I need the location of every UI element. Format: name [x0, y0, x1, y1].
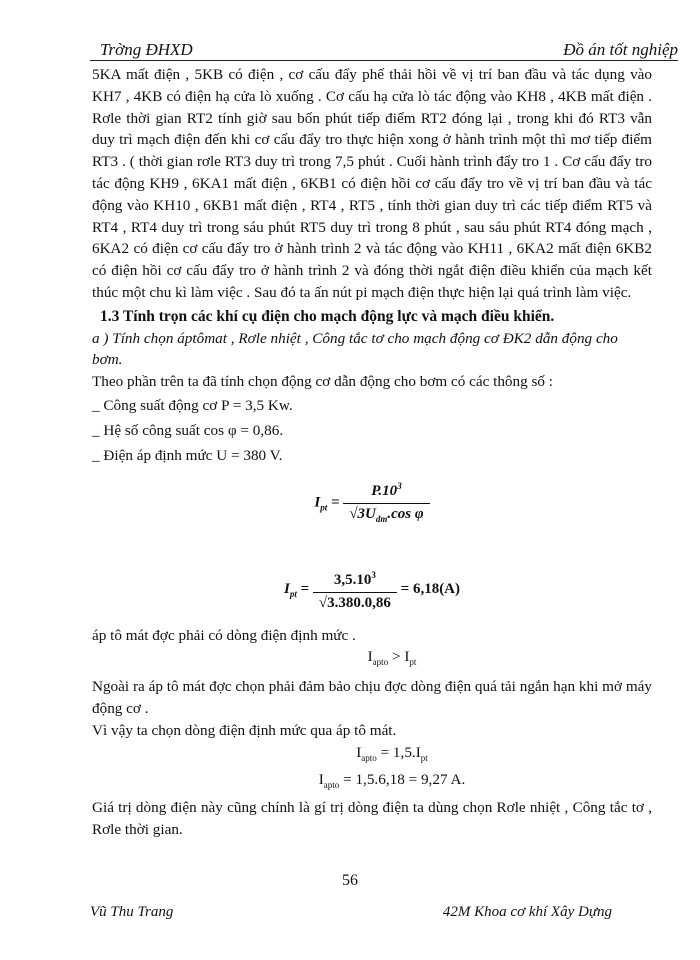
formula1-fraction — [343, 476, 429, 531]
formula2-fraction — [313, 565, 397, 615]
eq1-rest: = 1,5.I — [376, 743, 421, 761]
page-body — [92, 64, 652, 841]
overload-paragraph: Ngoài ra áp tô mát đợc chọn phải đảm bảo chịu đợc dòng điện quá tải ngắn hạn khi mở máy động cơ . — [92, 678, 652, 717]
footer-left: Vũ Thu Trang — [90, 904, 174, 920]
page-number: 56 — [342, 872, 358, 889]
formula2-num-sup: 3 — [371, 569, 376, 580]
equation-apto-1 — [132, 742, 652, 770]
choose-paragraph: Vì vậy ta chọn dòng điện định mức qua áp tô mát. — [92, 721, 397, 739]
formula2-numerator: 3,5.10 — [333, 571, 372, 588]
footer-right: 42M Khoa cơ khí Xây Dựng — [442, 904, 612, 920]
formula2-result: = 6,18(A) — [400, 581, 461, 598]
eq1-a: I — [356, 743, 362, 761]
ineq-op: > — [388, 648, 405, 666]
param-power-factor: _ Hệ số công suất cos φ = 0,86. — [92, 421, 284, 439]
formula1-lhs-sub: pt — [320, 503, 328, 514]
eq2-a-sub: apto — [323, 780, 340, 791]
header-right: Đồ án tốt nghiệp — [563, 40, 678, 59]
page-header — [90, 38, 678, 61]
formula1-den-sub: dm — [375, 514, 388, 525]
header-left: Trờng ĐHXD — [100, 40, 193, 59]
ineq-a: I — [367, 648, 373, 666]
section-heading: 1.3 Tính trọn các khí cụ điện cho mạch động lực và mạch điều khiển. — [100, 307, 555, 325]
formula1-numerator: P.10 — [371, 483, 398, 500]
eq1-a-sub: apto — [361, 752, 377, 763]
apto-line: áp tô mát đợc phải có dòng điện định mức . — [92, 626, 356, 644]
param-power: _ Công suất động cơ P = 3,5 Kw. — [92, 396, 293, 414]
ineq-a-sub: apto — [372, 657, 389, 668]
formula-current: $I_{pt}$ = $\frac{P.10^3}{√3U_{dm}.\cos \varphi}$ — [92, 476, 652, 531]
eq1-rest-sub: pt — [420, 752, 428, 763]
eq2-rest: = 1,5.6,18 = 9,27 A. — [339, 771, 466, 789]
paragraph-control-sequence: 5KA mất điện , 5KB có điện , cơ cấu đẩy phế thải hồi về vị trí ban đầu và tác dụng vào KH7 , 4KB có điện hạ cửa lò xuống . Cơ cấu hạ cửa lò tác động vào KH8 , 4KB mất điện . Rơle thời gian RT2 tính giờ sau bốn phút tiếp điểm RT2 đóng lại , trong khi đó RT3 vẫn duy trì mạch điện đến khi cơ cấu đẩy tro thực hiện xong ở hành trình một thì mơ tiếp điểm RT3 . ( thời gian rơle RT3 duy trì trong 7,5 phút . Cuối hành trình đẩy tro 1 . Cơ cấu đẩy tro tác động KH9 , 6KA1 mất điện , 6KB1 có điện hồi cơ cấu đẩy tro về vị trí ban đầu và tác động vào KH10 , 6KB1 mất điện , RT4 , RT5 , tính thời gian duy trì các tiếp điểm RT5 và RT4 , RT4 duy trì trong sáu phút RT5 duy trì trong 8 phút , sau sáu phút RT4 đóng mạch , 6KA2 có điện cơ cấu đẩy tro ở hành trình 2 và tác động vào KH11 , 6KA2 mất điện 6KB2 có điện hồi cơ cấu đẩy tro ở hành trình 2 và đóng thời ngắt điện điều khiển của mạch kết thúc một chu kì làm việc . Sau đó ta ấn nút pi mạch điện thực hiện lại quá trình làm việc. — [92, 66, 652, 301]
ineq-b: I — [404, 648, 410, 666]
formula1-den-a: √3U — [349, 506, 376, 523]
sub-heading: a ) Tính chọn áptômat , Rơle nhiệt , Công tắc tơ cho mạch động cơ ĐK2 dẫn động cho bơm. — [92, 329, 618, 369]
formula2-lhs-sub: pt — [289, 589, 297, 600]
param-voltage: _ Điện áp định mức U = 380 V. — [92, 446, 283, 464]
intro-text: Theo phần trên ta đã tính chọn động cơ dẫn động cho bơm có các thông số : — [92, 373, 554, 391]
formula2-lhs: I — [283, 581, 290, 598]
formula1-den-b: .cos φ — [387, 506, 424, 523]
formula1-num-sup: 3 — [397, 481, 402, 492]
formula-current-value: $I_{pt}$ = $\frac{3,5.10^3}{√3.380.0,86}$ = 6,18(A) — [92, 565, 652, 615]
formula1-lhs: I — [314, 495, 321, 512]
inequality — [132, 646, 652, 674]
formula2-denominator: √3.380.0,86 — [318, 594, 391, 611]
final-paragraph: Giá trị dòng điện này cũng chính là gí trị dòng điện ta dùng chọn Rơle nhiệt , Công tắc tơ , Rơle thời gian. — [92, 799, 652, 838]
equation-apto-2 — [132, 769, 652, 797]
ineq-b-sub: pt — [409, 657, 417, 668]
eq2-a: I — [318, 771, 324, 789]
